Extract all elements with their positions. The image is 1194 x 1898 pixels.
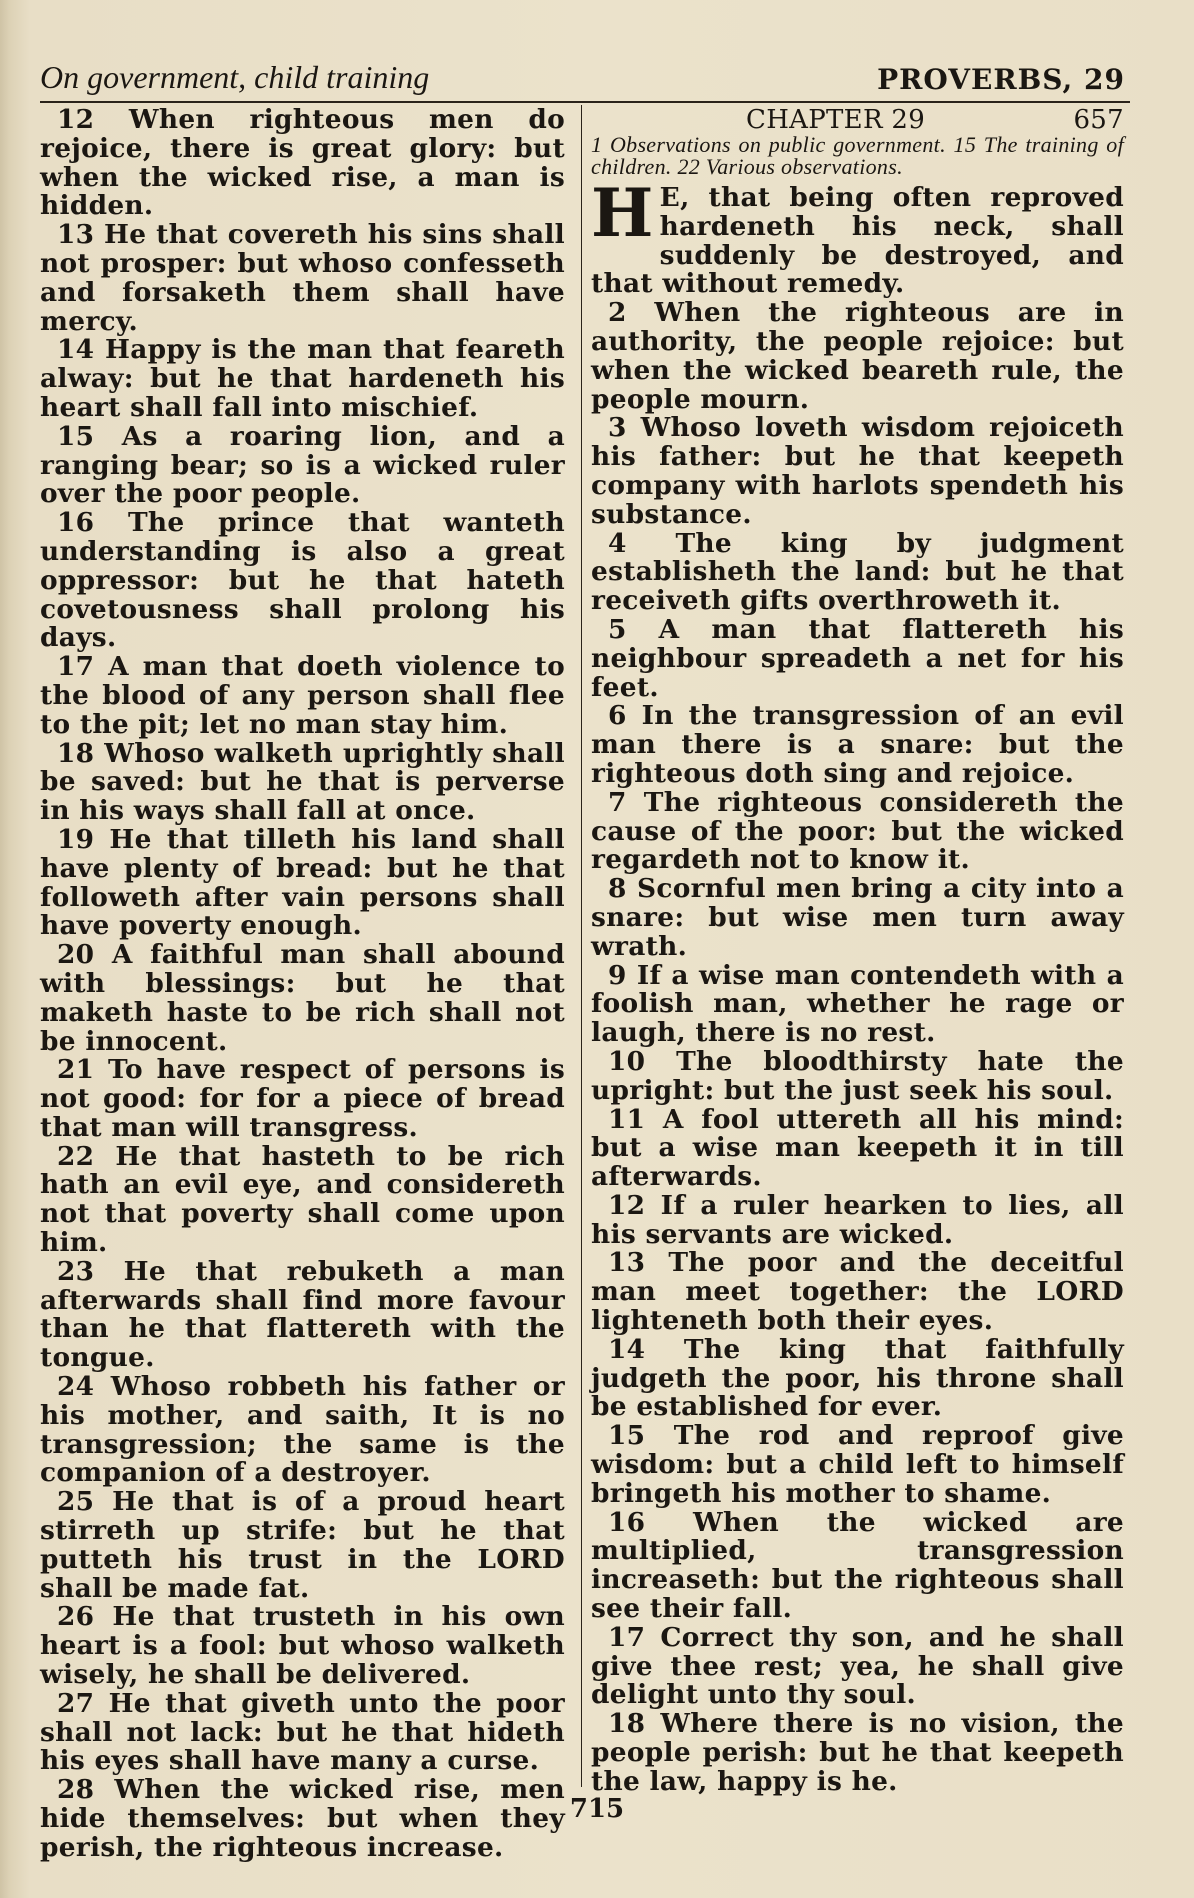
verse-29-13: 13 The poor and the deceitful man meet together: the LORD lighteneth both their eyes. — [591, 1247, 1124, 1337]
verse-29-7: 7 The righteous considereth the cause of the poor: but the wicked regardeth not to know it. — [591, 786, 1124, 876]
drop-cap: H — [591, 174, 654, 252]
verse-28-21: 21 To have respect of persons is not good: for for a piece of bread that man will transgress. — [40, 1054, 565, 1143]
page-number: 715 — [569, 1794, 625, 1824]
header-topic: On government, child training — [40, 59, 430, 95]
verse-29-14: 14 The king that faithfully judgeth the poor, his throne shall be established for ever. — [591, 1333, 1124, 1423]
verse-29-10: 10 The bloodthirsty hate the upright: but the just seek his soul. — [591, 1045, 1124, 1106]
verse-28-14: 14 Happy is the man that feareth alway: but he that hardeneth his heart shall fall into mischief. — [40, 334, 565, 423]
verse-29-3: 3 Whoso loveth wisdom rejoiceth his father: but he that keepeth company with harlots spendeth his substance. — [591, 412, 1124, 530]
column-divider — [581, 105, 582, 1787]
verse-28-23: 23 He that rebuketh a man afterwards shall find more favour than he that flattereth with the tongue. — [40, 1255, 565, 1374]
verse-29-15: 15 The rod and reproof give wisdom: but a child left to himself bringeth his mother to shame. — [591, 1420, 1124, 1509]
verse-29-2: 2 When the righteous are in authority, the people rejoice: but when the wicked beareth rule, the people mourn. — [591, 297, 1124, 415]
verse-29-5: 5 A man that flattereth his neighbour spreadeth a net for his feet. — [591, 613, 1124, 703]
header-rule — [40, 101, 1130, 103]
verse-29-1-text: E, that being often reproved hardeneth his neck, shall suddenly be destroyed, and that without remedy. — [591, 182, 1124, 300]
verse-28-27: 27 He that giveth unto the poor shall not lack: but he that hideth his eyes shall have many a curse. — [40, 1687, 565, 1777]
verse-28-26: 26 He that trusteth in his own heart is a fool: but whoso walketh wisely, he shall be delivered. — [40, 1601, 565, 1691]
verse-29-12: 12 If a ruler hearken to lies, all his servants are wicked. — [591, 1189, 1124, 1250]
verse-28-24: 24 Whoso robbeth his father or his mother, and saith, It is no transgression; the same is the companion of a destroyer. — [40, 1371, 565, 1489]
running-header — [40, 52, 1125, 96]
verse-28-22: 22 He that hasteth to be rich hath an evil eye, and considereth not that poverty shall come upon him. — [40, 1140, 565, 1259]
header-book-chapter: PROVERBS, 29 — [877, 63, 1125, 96]
verse-28-28: 28 When the wicked rise, men hide themselves: but when they perish, the righteous increase. — [40, 1774, 565, 1863]
verse-29-1 — [591, 174, 1124, 300]
verse-29-16: 16 When the wicked are multiplied, transgression increaseth: but the righteous shall see their fall. — [591, 1506, 1124, 1625]
chapter-heading — [591, 106, 1124, 134]
chapter-title: CHAPTER 29 — [746, 105, 926, 135]
verse-28-20: 20 A faithful man shall abound with blessings: but he that maketh haste to be rich shall not be innocent. — [40, 939, 565, 1057]
verse-28-18: 18 Whoso walketh uprightly shall be saved: but he that is perverse in his ways shall fall at once. — [40, 737, 565, 827]
verse-28-17: 17 A man that doeth violence to the blood of any person shall flee to the pit; let no man stay him. — [40, 651, 565, 740]
verse-29-8: 8 Scornful men bring a city into a snare: but wise men turn away wrath. — [591, 873, 1124, 962]
verse-29-4: 4 The king by judgment establisheth the land: but he that receiveth gifts overthroweth it. — [591, 527, 1124, 617]
verse-29-6: 6 In the transgression of an evil man there is a snare: but the righteous doth sing and rejoice. — [591, 700, 1124, 789]
verse-28-12: 12 When righteous men do rejoice, there is great glory: but when the wicked rise, a man is hidden. — [40, 104, 565, 222]
chapter-reference-number: 657 — [1073, 105, 1124, 135]
verse-28-13: 13 He that covereth his sins shall not prosper: but whoso confesseth and forsaketh them shall have mercy. — [40, 219, 565, 337]
chapter-summary: 1 Observations on public government. 15 The training of children. 22 Various observations. — [591, 132, 1124, 179]
verse-29-9: 9 If a wise man contendeth with a foolish man, whether he rage or laugh, there is no rest. — [591, 959, 1124, 1049]
verse-28-16: 16 The prince that wanteth understanding is also a great oppressor: but he that hateth covetousness shall prolong his days. — [40, 507, 565, 654]
verse-29-18: 18 Where there is no vision, the people perish: but he that keepeth the law, happy is he. — [591, 1708, 1124, 1797]
verse-29-11: 11 A fool uttereth all his mind: but a wise man keepeth it in till afterwards. — [591, 1103, 1124, 1193]
verse-28-19: 19 He that tilleth his land shall have plenty of bread: but he that followeth after vain persons shall have poverty enough. — [40, 823, 565, 942]
right-column — [591, 106, 1124, 1797]
verse-29-17: 17 Correct thy son, and he shall give thee rest; yea, he shall give delight unto thy soul. — [591, 1621, 1124, 1711]
left-column — [40, 106, 565, 1863]
verse-28-25: 25 He that is of a proud heart stirreth up strife: but he that putteth his trust in the LORD shall be made fat. — [40, 1486, 565, 1604]
verse-28-15: 15 As a roaring lion, and a ranging bear; so is a wicked ruler over the poor people. — [40, 420, 565, 510]
